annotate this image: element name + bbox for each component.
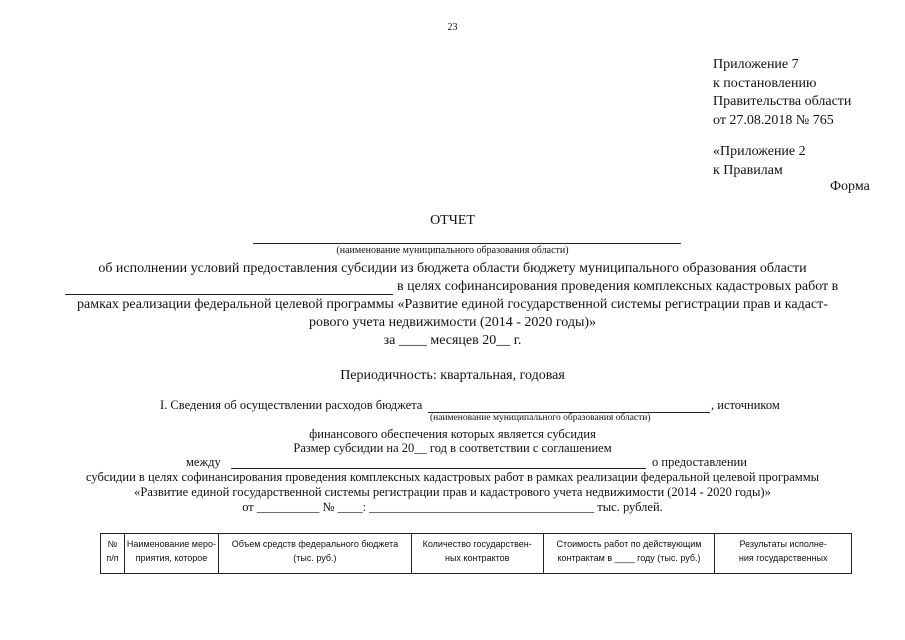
between-suffix: о предоставлении <box>652 455 747 469</box>
municipality-name-blank-line <box>65 294 393 295</box>
appendix-line: Приложение 7 <box>713 57 799 72</box>
appendix-line: к постановлению <box>713 75 817 91</box>
header-cell-activity <box>124 534 218 574</box>
header-cell-federal-funds <box>219 534 412 574</box>
header-text: Наименование меро- <box>126 539 217 549</box>
section1-prefix: I. Сведения об осуществлении расходов бюджета <box>160 398 423 412</box>
header-text: № <box>107 539 118 549</box>
appendix-line: Правительства области <box>713 94 852 109</box>
section1-line-7: от __________ № ____: ____________________________________ тыс. рублей. <box>242 500 663 514</box>
header-text: ных контрактов <box>444 553 510 563</box>
header-cell-work-cost <box>543 534 715 574</box>
report-line-4: рового учета недвижимости (2014 - 2020 годы)» <box>308 315 597 330</box>
header-text: ния государственных <box>738 553 828 563</box>
header-text: п/п <box>106 553 119 563</box>
section1-line-2: финансового обеспечения которых является субсидия <box>309 427 596 441</box>
municipality-blank-line <box>253 243 681 244</box>
report-line-1: об исполнении условий предоставления субсидии из бюджета области бюджету муниципального образования области <box>98 261 807 276</box>
report-title: ОТЧЕТ <box>430 213 475 228</box>
periodicity: Периодичность: квартальная, годовая <box>340 368 565 383</box>
appendix2-line: к Правилам <box>713 162 783 178</box>
section1-suffix: , источником <box>711 398 780 412</box>
report-table <box>100 533 852 574</box>
table-header-row <box>101 534 852 574</box>
report-line-2: в целях софинансирования проведения комплексных кадастровых работ в <box>397 279 839 294</box>
header-cell-contract-count <box>411 534 543 574</box>
section1-line-5: субсидии в целях софинансирования проведения комплексных кадастровых работ в рамках реализации федеральной целевой программы <box>85 470 819 484</box>
between-label: между <box>186 455 221 469</box>
section1-line-6: «Развитие единой государственной системы регистрации прав и кадастрового учета недвижимости (2014 - 2020 годы)» <box>134 485 771 499</box>
municipality-caption: (наименование муниципального образования области) <box>336 245 569 256</box>
header-text: Объем средств федерального бюджета <box>231 539 399 549</box>
between-blank-line <box>231 468 646 469</box>
header-text: контрактам в ____ году (тыс. руб.) <box>557 553 701 563</box>
header-text: Результаты исполне- <box>739 539 827 549</box>
header-text: Стоимость работ по действующим <box>556 539 702 549</box>
report-line-3: рамках реализации федеральной целевой программы «Развитие единой государственной системы регистрации прав и кадаст- <box>77 297 828 312</box>
header-text: (тыс. руб.) <box>293 553 337 563</box>
header-text: приятия, которое <box>135 553 208 563</box>
header-cell-results <box>715 534 852 574</box>
appendix2-line: «Приложение 2 <box>713 144 806 159</box>
appendix2-block <box>713 143 806 180</box>
header-cell-number <box>101 534 125 574</box>
header-text: Количество государствен- <box>422 539 532 549</box>
report-period-line: за ____ месяцев 20__ г. <box>383 333 522 348</box>
section1-caption: (наименование муниципального образования области) <box>430 413 651 423</box>
page-number: 23 <box>447 22 458 33</box>
appendix-line: от 27.08.2018 № 765 <box>713 112 834 128</box>
section1-line-3: Размер субсидии на 20__ год в соответствии с соглашением <box>293 441 612 455</box>
form-label: Форма <box>830 179 870 194</box>
appendix-block <box>713 56 851 130</box>
